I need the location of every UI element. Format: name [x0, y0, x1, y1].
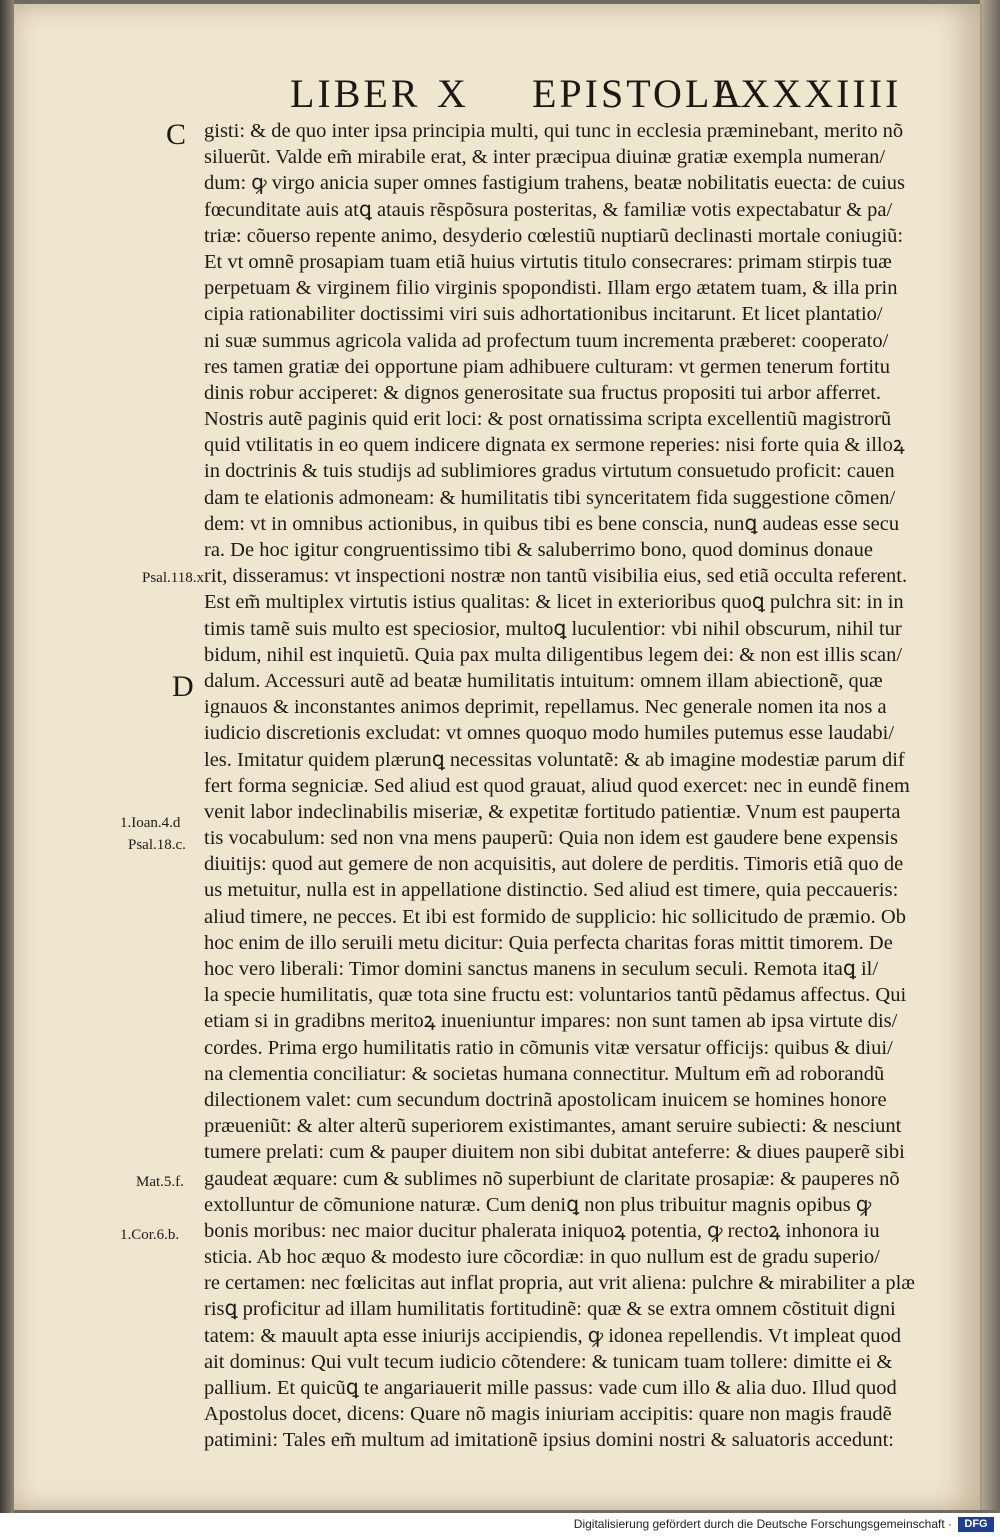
text-line: na clementia conciliatur: & societas humana connectitur. Multum em̃ ad roborandũ	[204, 1062, 885, 1085]
text-line: la specie humilitatis, quæ tota sine fructu est: voluntarios tantũ pẽdamus affectus. Qui	[204, 984, 907, 1007]
book-gutter	[0, 0, 14, 1537]
text-line: timis tamẽ suis multo est speciosior, multoꝗ luculentior: vbi nihil obscurum, nihil tur	[204, 617, 902, 640]
text-line: hoc vero liberali: Timor domini sanctus manens in seculum seculi. Remota itaꝗ il/	[204, 958, 879, 980]
text-line: rit, disseramus: vt inspectioni nostræ non tantũ visibilia eius, sed etiã occulta referent.	[204, 565, 908, 588]
section-letter-c: C	[166, 118, 187, 151]
text-line: tatem: & mauult apta esse iniurijs accipiendis, ꝙ idonea repellendis. Vt impleat quod	[204, 1324, 902, 1347]
page-edge	[980, 0, 1000, 1510]
running-head	[250, 70, 902, 120]
text-line: gisti: & de quo inter ipsa principia multi, qui tunc in ecclesia præminebant, merito nõ	[204, 120, 904, 142]
margin-note-cor-6: 1.Cor.6.b.	[120, 1227, 180, 1243]
running-head-liber: LIBER	[290, 71, 421, 116]
text-line: ni suæ summus agricola valida ad profectum tuum incrementa præberet: cooperato/	[204, 329, 889, 352]
text-line: ignauos & inconstantes animos deprimit, repellamus. Nec generale nomen ita nos a	[204, 696, 887, 719]
text-line: quid vtilitatis in eo quem indicere dignata ex sermone reperies: nisi forte quia & illoꝝ	[204, 434, 905, 457]
text-line: re certamen: nec fœlicitas aut inflat propria, aut vrit aliena: pulchre & mirabiliter a plæ	[204, 1272, 915, 1295]
text-line: aliud timere, ne pecces. Et ibi est formido de supplicio: hic sollicitudo de præmio. Ob	[204, 905, 906, 928]
text-line: perpetuam & virginem filio virginis spopondisti. Illam ergo ætatem tuam, & illa prin	[204, 277, 898, 300]
text-line: cordes. Prima ergo humilitatis ratio in cõmunis vitæ versatur officijs: quibus & diui/	[204, 1036, 893, 1059]
text-line: fœcunditate auis atꝗ atauis rẽspõsura posteritas, & familiæ votis expectabatur & pa/	[204, 198, 893, 221]
text-line: Et vt omnẽ prosapiam tuam etiã huius virtutis titulo consecrares: primam stirpis tuæ	[204, 250, 892, 273]
margin-note-psal-118: Psal.118.x	[142, 570, 204, 586]
running-head-epistola: EPISTOLA	[532, 71, 745, 116]
text-line: gaudeat æquare: cum & sublimes nõ superbiunt de claritate prosapiæ: & pauperes nõ	[204, 1167, 900, 1190]
text-line: Est em̃ multiplex virtutis istius qualitas: & licet in exterioribus quoꝗ pulchra sit: in in	[204, 591, 904, 614]
running-head-book-number: X	[437, 71, 469, 116]
dfg-logo: DFG	[958, 1517, 994, 1532]
text-line: bidum, nihil est inquietũ. Quia pax multa diligentibus legem dei: & non est illis scan/	[204, 643, 903, 666]
text-line: præueniũt: & alter alterũ superiorem existimantes, amant seruire subiecti: & nesciunt	[204, 1115, 902, 1138]
text-line: pallium. Et quicũꝗ te angariauerit mille passus: vade cum illo & alia duo. Illud quod	[204, 1377, 897, 1399]
text-line: venit labor indeclinabilis miseriæ, & expetitæ fortitudo patientiæ. Vnum est pauperta	[204, 800, 901, 823]
text-line: ait dominus: Qui vult tecum iudicio cõtendere: & tunicam tuam tollere: dimitte ei &	[204, 1350, 893, 1373]
text-line: Nostris autẽ paginis quid erit loci: & post ornatissima scripta excellentiũ magistrorũ	[204, 408, 892, 431]
text-line: Apostolus docet, dicens: Quare nõ magis iniuriam accipitis: quare non magis fraudẽ	[204, 1403, 892, 1426]
margin-note-ioan-4: 1.Ioan.4.d	[120, 815, 181, 831]
margin-note-mat-5: Mat.5.f.	[136, 1174, 184, 1190]
text-line: dinis robur acciperet: & dignos generositate sua fructus propositi tui arbor afferret.	[204, 381, 882, 404]
section-letter-d: D	[172, 670, 194, 703]
running-head-letter-number: LXXXIIII	[713, 71, 902, 116]
text-line: cipia rationabiliter doctissimi viri suis adhortationibus incitarunt. Et licet plantatio/	[204, 303, 883, 326]
text-line: bonis moribus: nec maior ducitur phalerata iniquoꝝ potentia, ꝙ rectoꝝ inhonora iu	[204, 1219, 880, 1242]
text-line: triæ: cõuerso repente animo, desyderio cœlestiũ nuptiarũ declinasti mortale coniugiũ:	[204, 224, 904, 247]
text-line: dalum. Accessuri autẽ ad beatæ humilitatis intuitum: omnem illam abiectionẽ, quæ	[204, 669, 883, 692]
text-line: sticia. Ab hoc æquo & modesto iure cõcordiæ: in quo nullum est de gradu superio/	[204, 1246, 880, 1269]
text-line: extolluntur de cõmunione naturæ. Cum deniꝗ non plus tribuitur magnis opibus ꝙ	[204, 1193, 872, 1216]
text-line: in doctrinis & tuis studijs ad sublimiores gradus virtutum consuetudo proficit: cauen	[204, 460, 895, 483]
text-line: dilectionem valet: cum secundum doctrinã apostolicam inuicem se homines honore	[204, 1088, 887, 1111]
text-line: siluerũt. Valde em̃ mirabile erat, & inter præcipua diuinæ gratiæ exempla numeran/	[204, 146, 886, 169]
letter-text	[204, 118, 924, 1454]
text-line: us metuitur, nulla est in appellatione distinctio. Sed aliud est timere, quia peccaueris:	[204, 879, 899, 902]
text-line: diuitijs: quod aut gemere de non acquisitis, aut dolere de perditis. Timoris etiã quo de	[204, 853, 904, 876]
text-line: les. Imitatur quidem plærunꝗ necessitas voluntatẽ: & ab imagine modestiæ parum dif	[204, 748, 905, 771]
text-line: tumere prelati: cum & pauper diuitem non sibi dubitat anteferre: & diues pauperẽ sibi	[204, 1141, 905, 1164]
text-line: etiam si in gradibns meritoꝝ inueniuntur impares: non sunt tamen ab ipsa virtute dis/	[204, 1010, 898, 1033]
text-line: dum: ꝙ virgo anicia super omnes fastigium trahens, beatæ nobilitatis euecta: de cuius	[204, 172, 906, 195]
text-line: risꝗ proficitur ad illam humilitatis fortitudinẽ: quæ & se extra omnem cõstituit digni	[204, 1298, 896, 1321]
digitization-footer	[0, 1513, 1000, 1537]
text-line: dem: vt in omnibus actionibus, in quibus tibi es bene conscia, nunꝗ audeas esse secu	[204, 512, 900, 535]
text-line: res tamen gratiæ dei opportune piam adhibuere culturam: vt germen tenerum fortitu	[204, 355, 890, 378]
text-line: patimini: Tales em̃ multum ad imitationẽ ipsius domini nostri & saluatoris accedunt:	[204, 1429, 894, 1452]
text-line: fert forma segniciæ. Sed aliud est quod grauat, aliud quod exercet: nec in eundẽ finem	[204, 774, 910, 797]
text-line: tis vocabulum: sed non vna mens pauperũ: Quia non idem est gaudere bene expensis	[204, 827, 898, 850]
text-line: hoc enim de illo seruili metu dicitur: Quia perfecta charitas foras mittit timorem. De	[204, 931, 893, 954]
text-line: iudicio discretionis excludat: vt omnes quoquo modo humiles putemus esse laudabi/	[204, 722, 895, 745]
text-line: ra. De hoc igitur congruentissimo tibi & saluberrimo bono, quod dominus donaue	[204, 539, 873, 561]
footer-credit: Digitalisierung gefördert durch die Deutsche Forschungsgemeinschaft ·	[573, 1517, 952, 1531]
margin-note-psal-18: Psal.18.c.	[128, 837, 186, 853]
text-line: dam te elationis admoneam: & humilitatis tibi synceritatem fida suggestione cõmen/	[204, 486, 896, 509]
